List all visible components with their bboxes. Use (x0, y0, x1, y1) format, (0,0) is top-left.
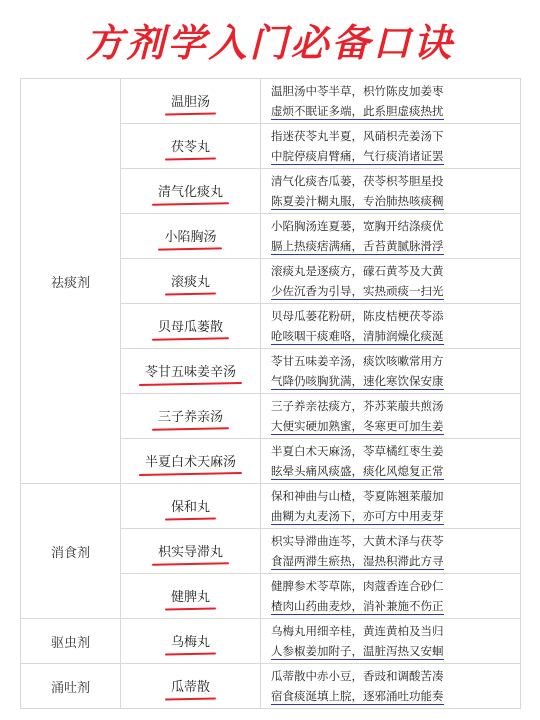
verse-text: 温胆汤中苓半草，枳竹陈皮加姜枣 (271, 84, 444, 98)
verse-line-2 (271, 416, 516, 436)
formula-name-cell (121, 574, 261, 619)
verse-line-1 (271, 396, 516, 416)
formula-name-cell (121, 214, 261, 259)
verse-text: 虚烦不眠证多端，此系胆虚痰热扰 (271, 104, 444, 118)
verse-text: 苓甘五味姜辛汤，痰饮咳嗽常用方 (271, 354, 444, 368)
verse-line-2 (271, 371, 516, 391)
verse-text: 清气化痰杏瓜蒌，茯苓枳芩胆星投 (271, 174, 444, 188)
verse-line-1 (271, 486, 516, 506)
verse-line-1 (271, 81, 516, 101)
table-row (21, 619, 521, 664)
formula-name: 乌梅丸 (167, 631, 214, 652)
verse-line-1 (271, 261, 516, 281)
verse-text: 陈夏姜汁糊丸服，专治肺热咳痰稠 (271, 194, 444, 208)
formula-name-cell (121, 619, 261, 664)
verse-line-2 (271, 596, 516, 616)
verse-text: 人参椒姜加附子，温脏泻热又安蛔 (271, 644, 444, 658)
verse-text: 保和神曲与山楂，苓夏陈翘莱菔加 (271, 489, 444, 503)
formula-name: 小陷胸汤 (160, 226, 220, 247)
verse-text: 膈上热痰痞满痛，舌苔黄腻脉滑浮 (271, 239, 444, 253)
formula-name-cell (121, 259, 261, 304)
category-cell: 祛痰剂 (21, 79, 121, 484)
formula-name: 瓜蒂散 (167, 676, 214, 697)
category-cell: 涌吐剂 (21, 664, 121, 709)
verse-line-2 (271, 551, 516, 571)
verse-cell (261, 484, 521, 529)
verse-line-1 (271, 441, 516, 461)
verse-line-2 (271, 686, 516, 706)
verse-line-1 (271, 171, 516, 191)
verse-cell (261, 124, 521, 169)
verse-text: 曲糊为丸麦汤下，亦可方中用麦芽 (271, 509, 444, 523)
verse-line-2 (271, 101, 516, 121)
verse-line-2 (271, 461, 516, 481)
formula-table-body (21, 79, 521, 709)
verse-cell (261, 259, 521, 304)
verse-text: 指迷茯苓丸半夏，风硝枳壳姜汤下 (271, 129, 444, 143)
formula-name-cell (121, 124, 261, 169)
category-cell: 消食剂 (21, 484, 121, 619)
formula-name-cell (121, 439, 261, 484)
verse-cell (261, 574, 521, 619)
verse-text: 宿食痰涎填上脘，逐邪涌吐功能奏 (271, 689, 444, 703)
formula-name: 滚痰丸 (167, 271, 214, 292)
formula-name: 三子养亲汤 (154, 406, 227, 427)
table-row (21, 79, 521, 124)
verse-text: 乌梅丸用细辛桂，黄连黄柏及当归 (271, 624, 444, 638)
verse-text: 健脾参术苓草陈，肉蔻香连合砂仁 (271, 579, 444, 593)
verse-cell (261, 214, 521, 259)
verse-text: 小陷胸汤连夏蒌，宽胸开结涤痰优 (271, 219, 444, 233)
verse-text: 枳实导滞曲连芩，大黄术泽与茯苓 (271, 534, 444, 548)
formula-name-cell (121, 664, 261, 709)
verse-text: 楂肉山药曲麦炒，消补兼施不伤正 (271, 599, 444, 613)
verse-text: 贝母瓜蒌花粉研，陈皮桔梗茯苓添 (271, 309, 444, 323)
verse-line-1 (271, 531, 516, 551)
verse-text: 瓜蒂散中赤小豆，香豉和调酸苦凑 (271, 669, 444, 683)
formula-name: 贝母瓜蒌散 (154, 316, 227, 337)
formula-name: 保和丸 (167, 496, 214, 517)
page-title: 方剂学入门必备口诀 (85, 20, 455, 65)
category-cell: 驱虫剂 (21, 619, 121, 664)
verse-cell (261, 79, 521, 124)
verse-cell (261, 304, 521, 349)
verse-cell (261, 394, 521, 439)
formula-name: 枳实导滞丸 (154, 541, 227, 562)
verse-line-2 (271, 641, 516, 661)
formula-table (20, 78, 521, 709)
verse-text: 呛咳咽干痰难咯，清肺润燥化痰涎 (271, 329, 444, 343)
table-row (21, 664, 521, 709)
table-row (21, 484, 521, 529)
verse-line-1 (271, 306, 516, 326)
formula-name: 健脾丸 (167, 586, 214, 607)
verse-text: 少佐沉香为引导，实热顽痰一扫光 (271, 284, 444, 298)
verse-text: 半夏白术天麻汤，苓草橘红枣生姜 (271, 444, 444, 458)
formula-name: 温胆汤 (167, 91, 214, 112)
formula-name-cell (121, 484, 261, 529)
verse-cell (261, 619, 521, 664)
formula-name: 清气化痰丸 (154, 181, 227, 202)
verse-cell (261, 439, 521, 484)
formula-name-cell (121, 304, 261, 349)
verse-line-2 (271, 281, 516, 301)
formula-name: 半夏白术天麻汤 (141, 451, 240, 472)
formula-name-cell (121, 529, 261, 574)
verse-text: 气降仍咳胸犹满，速化寒饮保安康 (271, 374, 444, 388)
verse-text: 食湿两滞生瘀热，湿热积滞此方寻 (271, 554, 444, 568)
verse-text: 滚痰丸是逐痰方，礞石黄芩及大黄 (271, 264, 444, 278)
verse-cell (261, 664, 521, 709)
verse-line-2 (271, 236, 516, 256)
verse-line-1 (271, 666, 516, 686)
verse-cell (261, 529, 521, 574)
verse-cell (261, 349, 521, 394)
verse-line-1 (271, 351, 516, 371)
formula-name: 苓甘五味姜辛汤 (141, 361, 240, 382)
verse-line-2 (271, 326, 516, 346)
formula-name-cell (121, 79, 261, 124)
verse-line-1 (271, 126, 516, 146)
verse-line-1 (271, 216, 516, 236)
verse-line-2 (271, 191, 516, 211)
formula-name-cell (121, 394, 261, 439)
formula-name: 茯苓丸 (167, 136, 214, 157)
verse-line-2 (271, 146, 516, 166)
verse-line-1 (271, 621, 516, 641)
verse-text: 眩晕头痛风痰盛，痰化风熄复正常 (271, 464, 444, 478)
formula-name-cell (121, 169, 261, 214)
verse-text: 大便实硬加熟蜜，冬寒更可加生姜 (271, 419, 444, 433)
verse-text: 三子养亲祛痰方，芥苏莱菔共煎汤 (271, 399, 444, 413)
verse-text: 中脘停痰肩臂痛，气行痰消诸证罢 (271, 149, 444, 163)
formula-name-cell (121, 349, 261, 394)
verse-line-1 (271, 576, 516, 596)
verse-line-2 (271, 506, 516, 526)
verse-cell (261, 169, 521, 214)
